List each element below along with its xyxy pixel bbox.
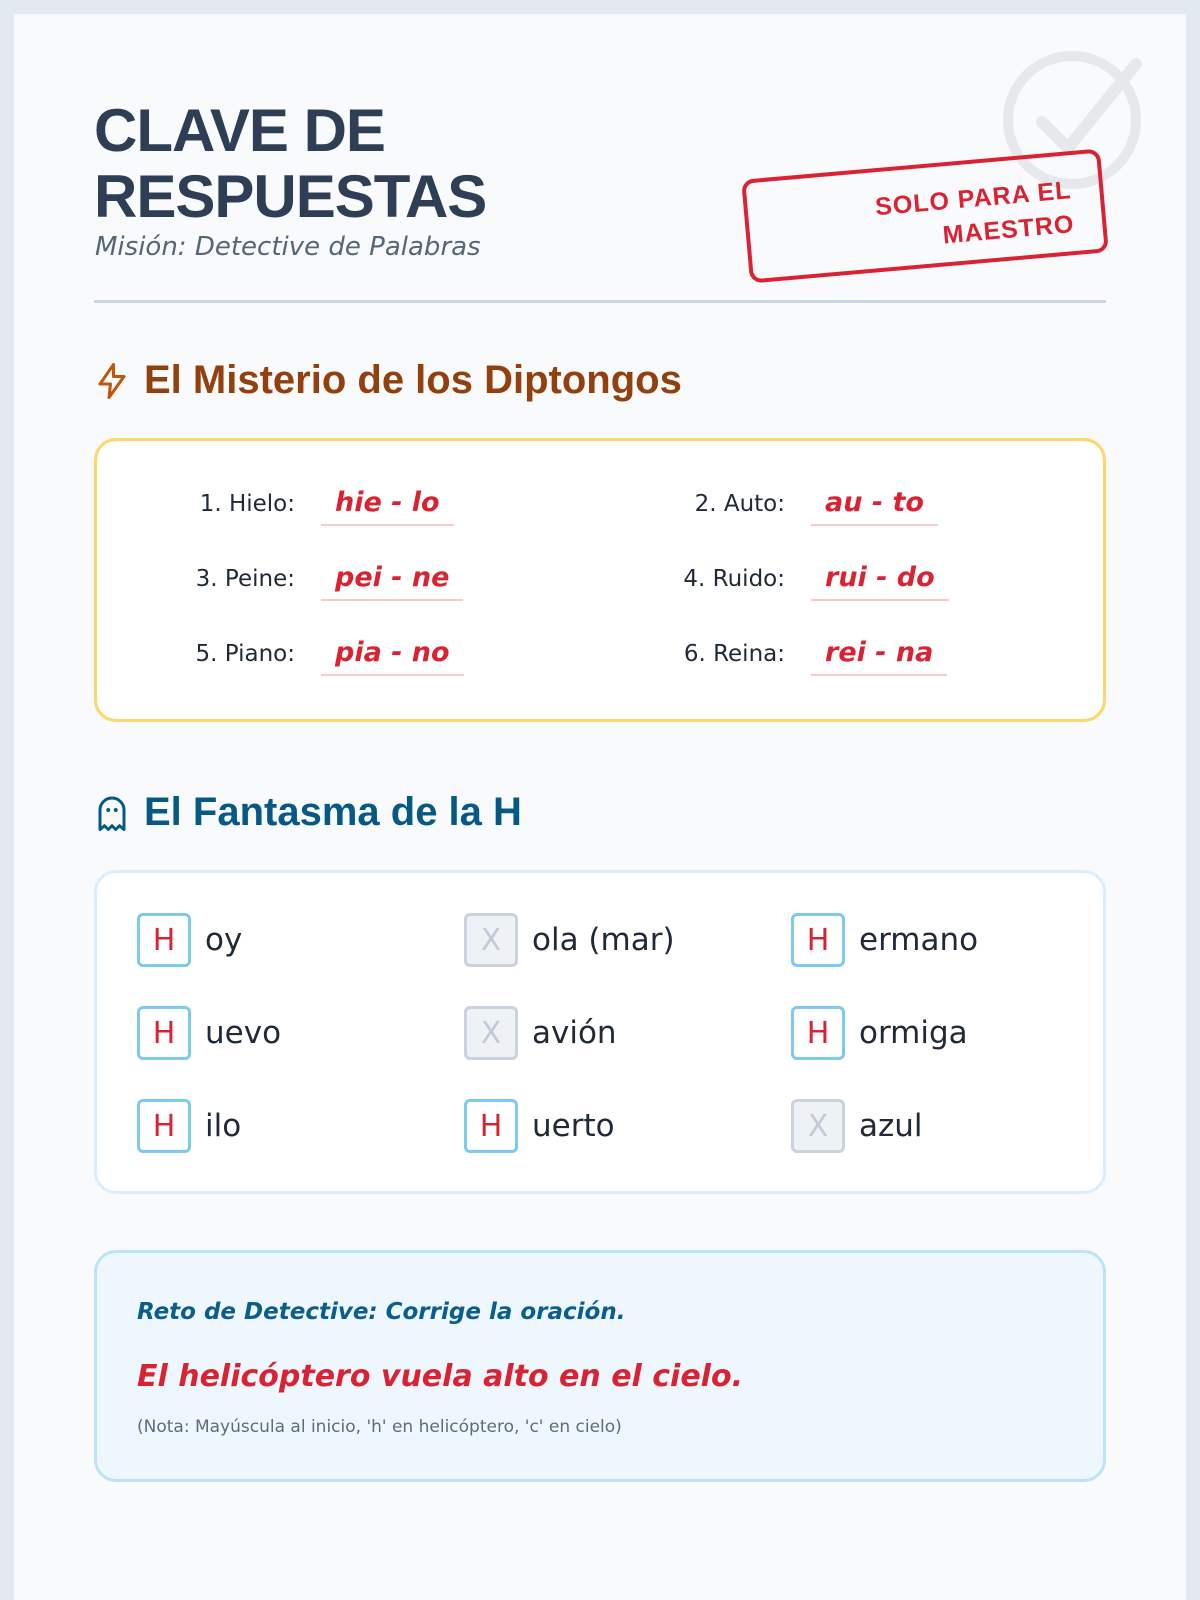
page-subtitle: Misión: Detective de Palabras <box>95 232 481 262</box>
page-title: CLAVE DE RESPUESTAS <box>94 97 487 230</box>
diptongo-item <box>585 562 949 601</box>
h-answer-box: H <box>791 1006 845 1060</box>
diptongo-word-label: 5. Piano: <box>195 641 295 667</box>
diptongo-answer: rei - na <box>811 637 947 676</box>
challenge-title: Reto de Detective: Corrige la oración. <box>137 1299 626 1325</box>
diptongo-item <box>95 562 463 601</box>
h-word-item <box>464 1006 617 1060</box>
diptongo-word-label: 1. Hielo: <box>199 491 295 517</box>
h-word-item <box>791 1006 968 1060</box>
section-fantasma-title <box>94 790 522 835</box>
h-word-item <box>137 1006 281 1060</box>
diptongo-word-label: 2. Auto: <box>694 491 785 517</box>
h-answer-box: H <box>137 913 191 967</box>
h-answer-box: H <box>791 913 845 967</box>
ghost-icon <box>94 793 130 833</box>
diptongo-item <box>585 487 938 526</box>
diptongo-answer: pia - no <box>321 637 464 676</box>
header-divider <box>94 300 1106 303</box>
h-word-item <box>137 1099 241 1153</box>
diptongo-answer: rui - do <box>811 562 949 601</box>
h-word-text: ormiga <box>859 1015 968 1051</box>
h-word-item <box>464 913 675 967</box>
diptongo-item <box>95 637 464 676</box>
h-answer-box: H <box>137 1006 191 1060</box>
diptongo-answer: hie - lo <box>321 487 454 526</box>
diptongo-word-label: 3. Peine: <box>195 566 295 592</box>
no-h-answer-box: X <box>791 1099 845 1153</box>
h-word-text: ola (mar) <box>532 922 675 958</box>
h-word-text: avión <box>532 1015 617 1051</box>
diptongo-word-label: 4. Ruido: <box>683 566 785 592</box>
diptongos-card <box>94 438 1106 722</box>
section-fantasma-label: El Fantasma de la H <box>144 790 522 834</box>
challenge-note: (Nota: Mayúscula al inicio, 'h' en helicóptero, 'c' en cielo) <box>137 1417 622 1437</box>
h-word-item <box>791 1099 923 1153</box>
h-word-item <box>137 913 242 967</box>
h-word-text: uerto <box>532 1108 615 1144</box>
h-word-text: ermano <box>859 922 979 958</box>
section-diptongos-title <box>94 358 682 403</box>
h-answer-box: H <box>464 1099 518 1153</box>
diptongo-answer: pei - ne <box>321 562 463 601</box>
h-word-text: oy <box>205 922 243 958</box>
diptongo-word-label: 6. Reina: <box>683 641 785 667</box>
challenge-answer: El helicóptero vuela alto en el cielo. <box>137 1359 743 1394</box>
diptongo-answer: au - to <box>811 487 938 526</box>
h-word-text: ilo <box>205 1108 242 1144</box>
no-h-answer-box: X <box>464 1006 518 1060</box>
h-word-item <box>464 1099 615 1153</box>
no-h-answer-box: X <box>464 913 518 967</box>
diptongo-item <box>585 637 947 676</box>
section-diptongos-label: El Misterio de los Diptongos <box>144 358 682 402</box>
h-word-item <box>791 913 978 967</box>
fantasma-card <box>94 870 1106 1194</box>
h-answer-box: H <box>137 1099 191 1153</box>
lightning-icon <box>94 361 130 401</box>
h-word-text: uevo <box>205 1015 282 1051</box>
challenge-card <box>94 1250 1106 1482</box>
diptongo-item <box>95 487 454 526</box>
teacher-only-stamp: SOLO PARA EL MAESTRO <box>741 149 1109 284</box>
h-word-text: azul <box>859 1108 923 1144</box>
